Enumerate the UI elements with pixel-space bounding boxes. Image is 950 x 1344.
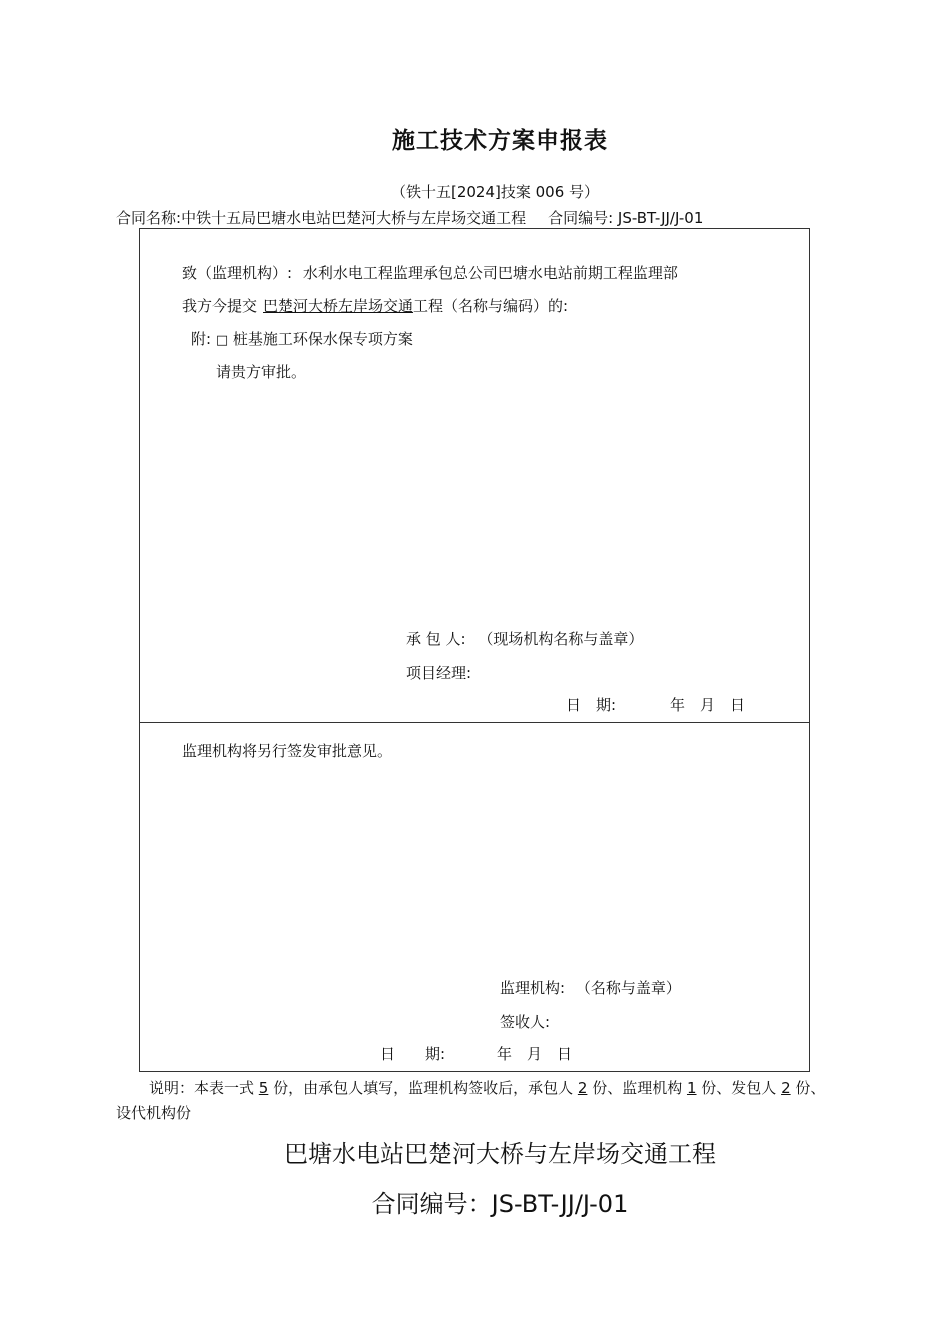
note-text: 份、设代机构份 xyxy=(116,1079,826,1122)
review-statement: 监理机构将另行签发审批意见。 xyxy=(182,742,393,760)
contract-name-label: 合同名称: xyxy=(116,209,182,227)
form-note xyxy=(116,1076,836,1126)
footer-contract-number: 合同编号：JS-BT-JJ/J-01 xyxy=(371,1190,629,1218)
attachment-label: 附: xyxy=(191,330,212,348)
document-number: （铁十五[2024]技案 006 号） xyxy=(390,183,600,201)
note-copies-supervisor: 1 xyxy=(686,1079,697,1097)
section-divider xyxy=(139,722,810,723)
review-date-fields: 年 月 日 xyxy=(497,1045,573,1063)
contractor-line xyxy=(406,628,643,649)
submit-prefix: 我方今提交 xyxy=(182,297,258,315)
form-table xyxy=(139,228,810,1072)
contractor-label: 承 包 人: xyxy=(406,630,466,648)
submit-suffix: 工程（名称与编码）的: xyxy=(413,297,569,315)
supervisor-org-line xyxy=(500,977,681,998)
note-text: 份，由承包人填写，监理机构签收后，承包人 xyxy=(268,1079,578,1097)
attachment-line xyxy=(191,328,413,349)
attachment-item: 桩基施工环保水保专项方案 xyxy=(232,330,413,348)
contractor-hint: （现场机构名称与盖章） xyxy=(478,630,644,648)
contract-name-value: 中铁十五局巴塘水电站巴楚河大桥与左岸场交通工程 xyxy=(181,209,527,227)
note-text: 份、监理机构 xyxy=(587,1079,687,1097)
project-manager-label: 项目经理: xyxy=(406,664,472,682)
to-label: 致（监理机构）: xyxy=(182,264,293,282)
submission-date-fields: 年 月 日 xyxy=(670,696,746,714)
submission-date-label: 日 期: xyxy=(566,696,617,714)
submit-line xyxy=(182,295,568,316)
supervisor-org-label: 监理机构: xyxy=(500,979,566,997)
contract-number-value: JS-BT-JJ/J-01 xyxy=(617,209,704,227)
to-value: 水利水电工程监理承包总公司巴塘水电站前期工程监理部 xyxy=(302,264,678,282)
submit-project: 巴楚河大桥左岸场交通 xyxy=(263,297,414,315)
receiver-label: 签收人: xyxy=(500,1013,551,1031)
note-copies-total: 5 xyxy=(258,1079,269,1097)
contract-info-line xyxy=(116,207,703,228)
note-text: 份、发包人 xyxy=(696,1079,782,1097)
footer-project-name: 巴塘水电站巴楚河大桥与左岸场交通工程 xyxy=(284,1140,716,1168)
form-title: 施工技术方案申报表 xyxy=(392,128,608,154)
review-date-label: 日 期: xyxy=(380,1045,446,1063)
checkbox-icon: □ xyxy=(215,333,229,348)
request-text: 请贵方审批。 xyxy=(216,363,307,381)
supervisor-org-hint: （名称与盖章） xyxy=(575,979,681,997)
contract-number-label: 合同编号: xyxy=(548,209,614,227)
note-copies-contractor: 2 xyxy=(577,1079,588,1097)
note-text: 说明：本表一式 xyxy=(149,1079,259,1097)
to-line xyxy=(182,262,678,283)
note-copies-employer: 2 xyxy=(781,1079,791,1097)
